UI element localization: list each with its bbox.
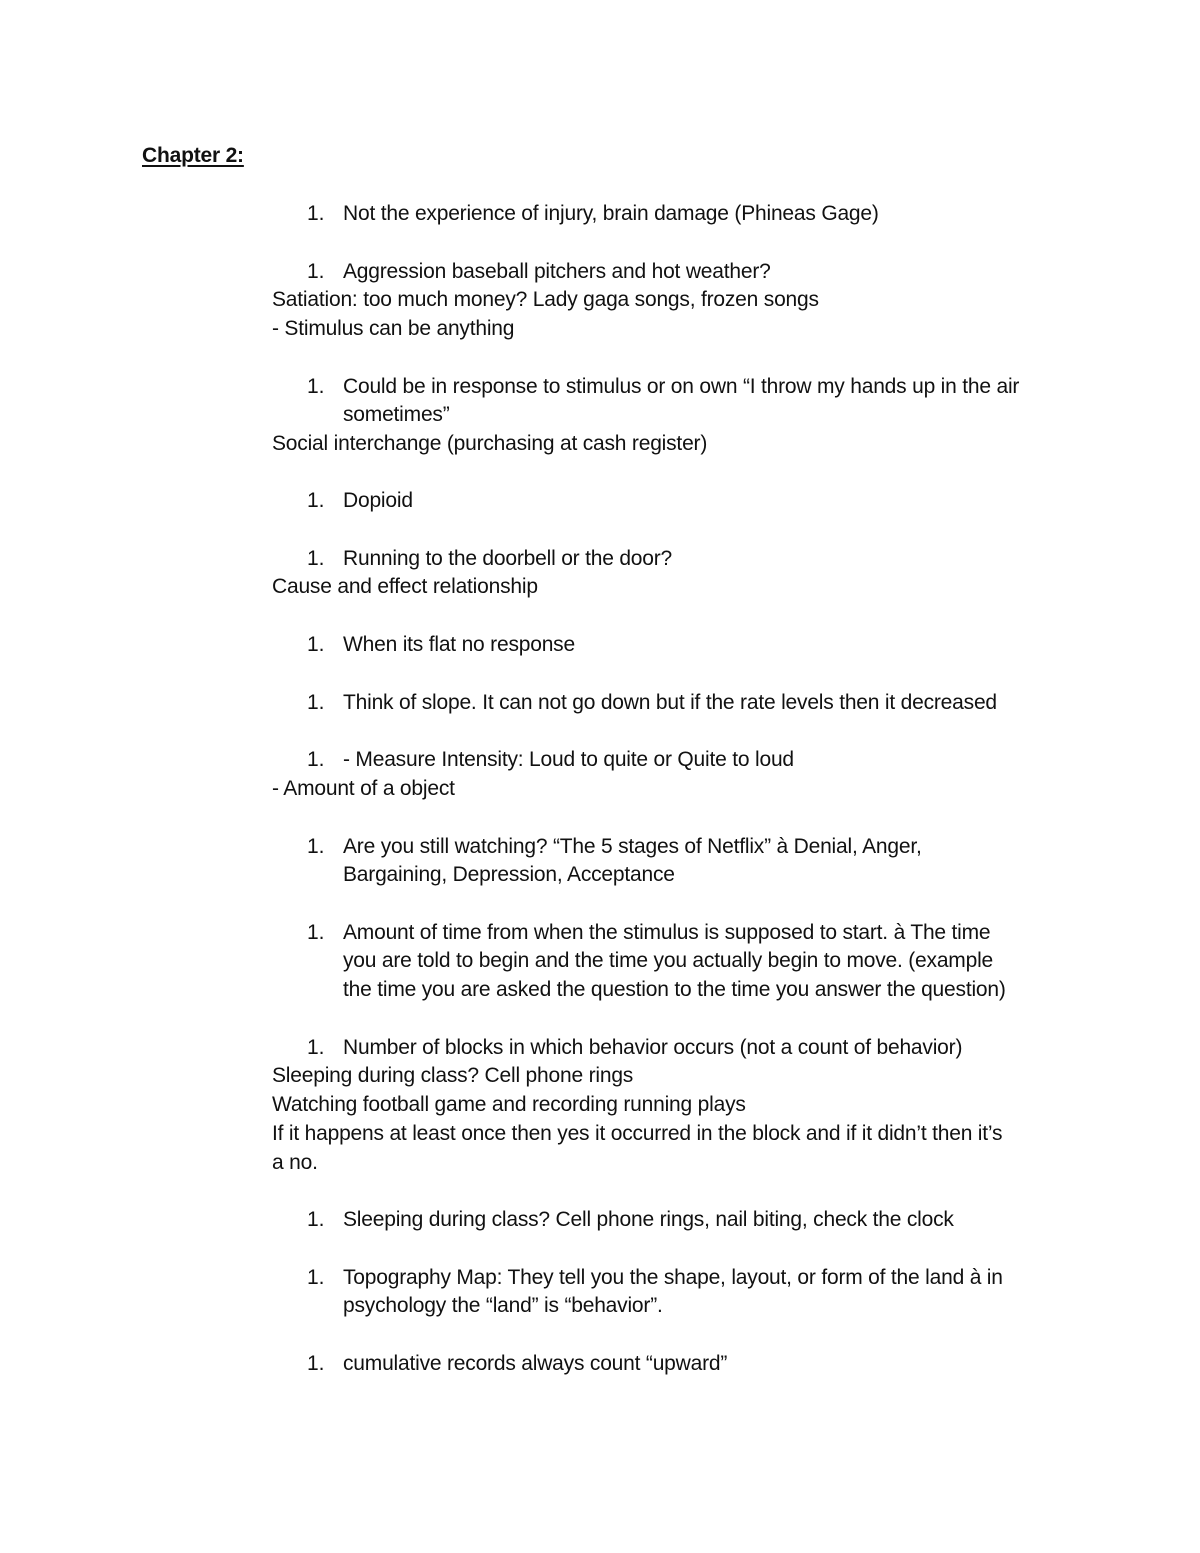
- list-item: When its flat no response: [343, 633, 575, 656]
- note-line: If it happens at least once then yes it occurred in the block and if it didn’t then it’s: [272, 1122, 1003, 1145]
- note-line: - Amount of a object: [272, 777, 455, 800]
- list-item: Not the experience of injury, brain damage (Phineas Gage): [343, 202, 879, 225]
- list-item: Running to the doorbell or the door?: [343, 547, 673, 570]
- list-item: Topography Map: They tell you the shape, layout, or form of the land à in: [343, 1266, 1003, 1289]
- list-number: 1.: [307, 1036, 325, 1059]
- list-item: Are you still watching? “The 5 stages of Netflix” à Denial, Anger,: [343, 835, 922, 858]
- list-item: Think of slope. It can not go down but if the rate levels then it decreased: [343, 691, 997, 714]
- list-item-continuation: you are told to begin and the time you actually begin to move. (example: [343, 949, 994, 972]
- list-number: 1.: [307, 1208, 325, 1231]
- list-number: 1.: [307, 260, 325, 283]
- list-item: Amount of time from when the stimulus is supposed to start. à The time: [343, 921, 991, 944]
- list-item-continuation: sometimes”: [343, 403, 450, 426]
- note-line: Sleeping during class? Cell phone rings: [272, 1064, 634, 1087]
- list-number: 1.: [307, 547, 325, 570]
- list-number: 1.: [307, 375, 325, 398]
- list-item-continuation: psychology the “land” is “behavior”.: [343, 1294, 663, 1317]
- list-item: - Measure Intensity: Loud to quite or Quite to loud: [343, 748, 794, 771]
- list-number: 1.: [307, 921, 325, 944]
- list-number: 1.: [307, 633, 325, 656]
- list-item: Aggression baseball pitchers and hot weather?: [343, 260, 771, 283]
- list-item: Number of blocks in which behavior occurs (not a count of behavior): [343, 1036, 963, 1059]
- note-line: a no.: [272, 1151, 318, 1174]
- list-item: Dopioid: [343, 489, 413, 512]
- chapter-title: Chapter 2:: [142, 144, 244, 167]
- list-item: Sleeping during class? Cell phone rings, nail biting, check the clock: [343, 1208, 954, 1231]
- list-number: 1.: [307, 691, 325, 714]
- note-line: Watching football game and recording running plays: [272, 1093, 746, 1116]
- note-line: Satiation: too much money? Lady gaga songs, frozen songs: [272, 288, 819, 311]
- list-item: cumulative records always count “upward”: [343, 1352, 728, 1375]
- list-item-continuation: the time you are asked the question to the time you answer the question): [343, 978, 1006, 1001]
- note-line: - Stimulus can be anything: [272, 317, 515, 340]
- list-number: 1.: [307, 748, 325, 771]
- list-number: 1.: [307, 835, 325, 858]
- list-number: 1.: [307, 1266, 325, 1289]
- list-number: 1.: [307, 202, 325, 225]
- note-line: Cause and effect relationship: [272, 575, 538, 598]
- list-number: 1.: [307, 489, 325, 512]
- note-line: Social interchange (purchasing at cash register): [272, 432, 708, 455]
- list-item-continuation: Bargaining, Depression, Acceptance: [343, 863, 675, 886]
- list-number: 1.: [307, 1352, 325, 1375]
- list-item: Could be in response to stimulus or on own “I throw my hands up in the air: [343, 375, 1020, 398]
